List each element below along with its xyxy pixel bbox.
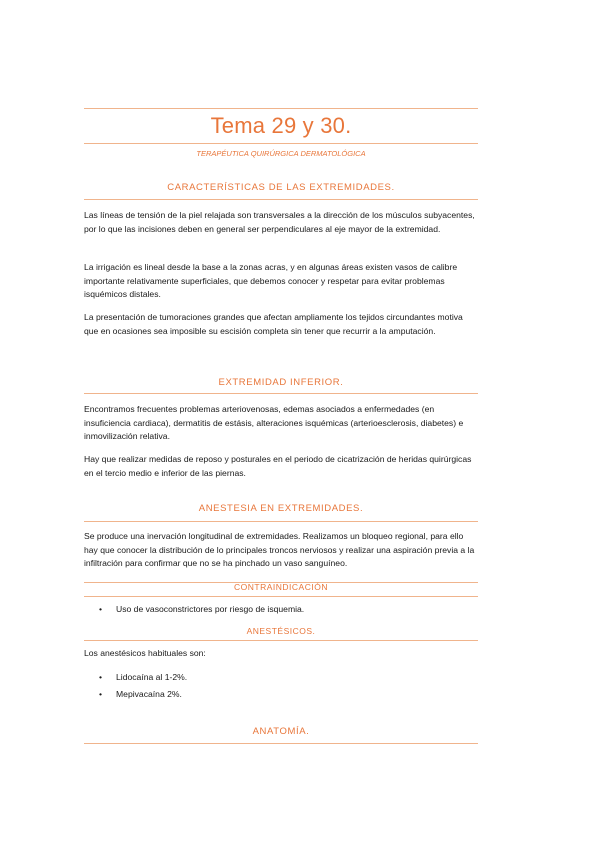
paragraph: Hay que realizar medidas de reposo y posturales en el periodo de cicatrización de heridas quirúrgicas en el tercio medio e inferior de las piernas. xyxy=(84,454,472,478)
paragraph: Las líneas de tensión de la piel relajada son transversales a la dirección de los músculos subyacentes, por lo que las incisiones deben en general ser perpendiculares al eje mayor de la extremidad. xyxy=(84,210,475,234)
section-rule xyxy=(84,743,478,744)
bullet-icon: • xyxy=(99,689,103,699)
title-top-rule xyxy=(84,108,478,109)
section-rule xyxy=(84,521,478,522)
page-title: Tema 29 y 30. xyxy=(210,113,352,138)
section-heading-anestesia: ANESTESIA EN EXTREMIDADES. xyxy=(198,503,364,514)
title-bottom-rule xyxy=(84,143,478,144)
section-heading-caracteristicas: CARACTERÍSTICAS DE LAS EXTREMIDADES. xyxy=(167,182,395,193)
list-item: Uso de vasoconstrictores por riesgo de isquemia. xyxy=(116,604,305,614)
section-heading-inferior: EXTREMIDAD INFERIOR. xyxy=(218,377,344,388)
list-item: Lidocaína al 1-2%. xyxy=(116,672,188,682)
subsection-rule xyxy=(84,640,478,641)
paragraph: Encontramos frecuentes problemas arteriovenosas, edemas asociados a enfermedades (en insuficiencia cardiaca), dermatitis de estásis, alteraciones isquémicas (arterioesclerosis, diabetes) e inmovilización relativa. xyxy=(84,404,464,442)
list-item: Mepivacaína 2%. xyxy=(116,689,182,699)
bullet-icon: • xyxy=(99,672,103,682)
subsection-rule xyxy=(84,596,478,597)
paragraph: Los anestésicos habituales son: xyxy=(84,648,206,658)
paragraph: La irrigación es lineal desde la base a la zonas acras, y en algunas áreas existen vasos de calibre importante relativamente superficiales, que debemos conocer y respetar para evitar problemas isquémicos distales. xyxy=(84,262,458,300)
paragraph: La presentación de tumoraciones grandes que afectan ampliamente los tejidos circundantes motiva que en ocasiones sea imposible su escisión completa sin tener que recurrir a la amputación. xyxy=(84,312,463,336)
subsection-heading-contraindicacion: CONTRAINDICACIÓN xyxy=(234,582,328,592)
section-rule xyxy=(84,393,478,394)
bullet-icon: • xyxy=(99,604,103,614)
section-heading-anatomia: ANATOMÍA. xyxy=(252,726,310,737)
paragraph: Se produce una inervación longitudinal de extremidades. Realizamos un bloqueo regional, para ello hay que conocer la distribución de lo principales troncos nerviosos y realizar una aspiración previa a la infiltración para confirmar que no se ha pinchado un vaso sanguíneo. xyxy=(84,531,475,569)
subsection-heading-anestesicos: ANESTÉSICOS. xyxy=(246,626,316,636)
section-rule xyxy=(84,199,478,200)
page-subtitle: TERAPÉUTICA QUIRÚRGICA DERMATOLÓGICA xyxy=(196,149,366,158)
